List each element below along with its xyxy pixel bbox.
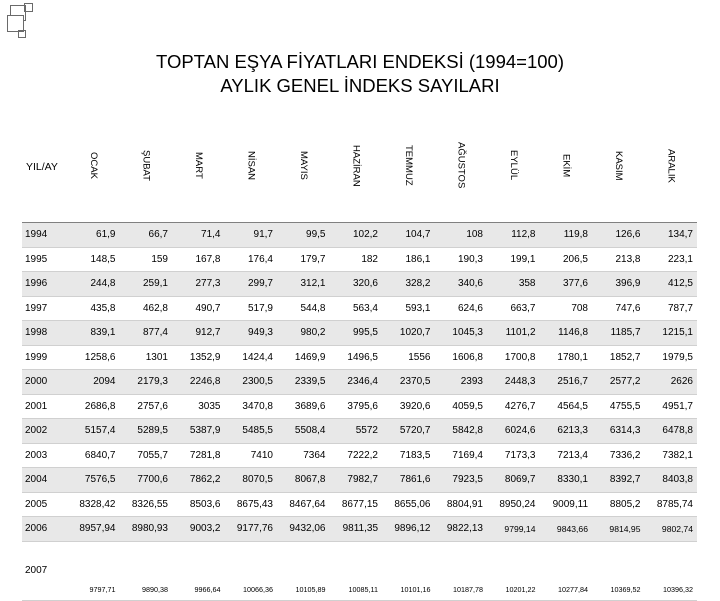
- table-body: [22, 223, 697, 601]
- month-header: EKİM: [540, 112, 593, 223]
- value-cell: 1556: [382, 345, 435, 370]
- table-row: [22, 443, 697, 468]
- value-cell: 206,5: [540, 247, 593, 272]
- value-cell: 2246,8: [172, 370, 225, 395]
- value-cell: 8503,6: [172, 492, 225, 517]
- value-cell: 119,8: [540, 223, 593, 248]
- value-cell: 7382,1: [645, 443, 698, 468]
- value-cell: 2577,2: [592, 370, 645, 395]
- value-cell: 244,8: [67, 272, 120, 297]
- value-cell: 104,7: [382, 223, 435, 248]
- value-cell: 563,4: [330, 296, 383, 321]
- value-cell: 8467,64: [277, 492, 330, 517]
- value-cell: 7336,2: [592, 443, 645, 468]
- year-cell: 2000: [22, 370, 67, 395]
- value-cell: 176,4: [225, 247, 278, 272]
- value-cell: 6478,8: [645, 419, 698, 444]
- value-cell: 8675,43: [225, 492, 278, 517]
- value-cell: 8957,94: [67, 517, 120, 542]
- value-cell: 2346,4: [330, 370, 383, 395]
- value-cell: 490,7: [172, 296, 225, 321]
- value-cell: 7862,2: [172, 468, 225, 493]
- value-cell: 9814,95: [592, 517, 645, 542]
- value-cell: 2448,3: [487, 370, 540, 395]
- value-cell: 7364: [277, 443, 330, 468]
- value-cell: 91,7: [225, 223, 278, 248]
- value-cell: 6213,3: [540, 419, 593, 444]
- value-cell: 624,6: [435, 296, 488, 321]
- table-row: [22, 272, 697, 297]
- value-cell: 2370,5: [382, 370, 435, 395]
- value-cell: 8328,42: [67, 492, 120, 517]
- value-cell: 8392,7: [592, 468, 645, 493]
- value-cell: 6024,6: [487, 419, 540, 444]
- value-cell: 7281,8: [172, 443, 225, 468]
- value-cell: 9009,11: [540, 492, 593, 517]
- value-cell: 7222,2: [330, 443, 383, 468]
- value-cell: 9890,38: [120, 541, 173, 600]
- value-cell: 312,1: [277, 272, 330, 297]
- value-cell: 9802,74: [645, 517, 698, 542]
- value-cell: 8069,7: [487, 468, 540, 493]
- value-cell: 99,5: [277, 223, 330, 248]
- value-cell: 2300,5: [225, 370, 278, 395]
- month-header: EYLÜL: [487, 112, 540, 223]
- table-row: [22, 541, 697, 600]
- value-cell: 108: [435, 223, 488, 248]
- month-header: OCAK: [67, 112, 120, 223]
- value-cell: 10277,84: [540, 541, 593, 600]
- value-cell: 7410: [225, 443, 278, 468]
- value-cell: 7183,5: [382, 443, 435, 468]
- value-cell: 9799,14: [487, 517, 540, 542]
- value-cell: 3795,6: [330, 394, 383, 419]
- page-title-line2: AYLIK GENEL İNDEKS SAYILARI: [220, 75, 500, 96]
- value-cell: 7700,6: [120, 468, 173, 493]
- month-header: ŞUBAT: [120, 112, 173, 223]
- table-row: [22, 492, 697, 517]
- value-cell: 167,8: [172, 247, 225, 272]
- value-cell: 10396,32: [645, 541, 698, 600]
- value-cell: 134,7: [645, 223, 698, 248]
- value-cell: 1258,6: [67, 345, 120, 370]
- month-header: HAZİRAN: [330, 112, 383, 223]
- value-cell: 199,1: [487, 247, 540, 272]
- value-cell: 9811,35: [330, 517, 383, 542]
- value-cell: 277,3: [172, 272, 225, 297]
- value-cell: 7055,7: [120, 443, 173, 468]
- value-cell: 2516,7: [540, 370, 593, 395]
- value-cell: 1215,1: [645, 321, 698, 346]
- value-cell: 5387,9: [172, 419, 225, 444]
- value-cell: 396,9: [592, 272, 645, 297]
- value-cell: 435,8: [67, 296, 120, 321]
- value-cell: 66,7: [120, 223, 173, 248]
- value-cell: 7173,3: [487, 443, 540, 468]
- value-cell: 412,5: [645, 272, 698, 297]
- value-cell: 10187,78: [435, 541, 488, 600]
- value-cell: 949,3: [225, 321, 278, 346]
- value-cell: 8805,2: [592, 492, 645, 517]
- table-row: [22, 345, 697, 370]
- value-cell: 112,8: [487, 223, 540, 248]
- value-cell: 3035: [172, 394, 225, 419]
- value-cell: 787,7: [645, 296, 698, 321]
- value-cell: 7169,4: [435, 443, 488, 468]
- decorative-square-small: [18, 30, 26, 38]
- value-cell: 213,8: [592, 247, 645, 272]
- value-cell: 9843,66: [540, 517, 593, 542]
- value-cell: 1101,2: [487, 321, 540, 346]
- value-cell: 839,1: [67, 321, 120, 346]
- table-row: [22, 468, 697, 493]
- value-cell: 10105,89: [277, 541, 330, 600]
- value-cell: 7213,4: [540, 443, 593, 468]
- value-cell: 1979,5: [645, 345, 698, 370]
- value-cell: 5485,5: [225, 419, 278, 444]
- decorative-square-small: [24, 3, 33, 12]
- value-cell: 8326,55: [120, 492, 173, 517]
- value-cell: 995,5: [330, 321, 383, 346]
- value-cell: 7923,5: [435, 468, 488, 493]
- value-cell: 708: [540, 296, 593, 321]
- value-cell: 9966,64: [172, 541, 225, 600]
- year-cell: 2001: [22, 394, 67, 419]
- value-cell: 1045,3: [435, 321, 488, 346]
- value-cell: 2393: [435, 370, 488, 395]
- value-cell: 320,6: [330, 272, 383, 297]
- year-cell: 2003: [22, 443, 67, 468]
- year-cell: 2007: [22, 541, 67, 600]
- year-cell: 2004: [22, 468, 67, 493]
- value-cell: 5720,7: [382, 419, 435, 444]
- month-header: MART: [172, 112, 225, 223]
- value-cell: 299,7: [225, 272, 278, 297]
- value-cell: 61,9: [67, 223, 120, 248]
- value-cell: 159: [120, 247, 173, 272]
- value-cell: 8950,24: [487, 492, 540, 517]
- table-row: [22, 296, 697, 321]
- value-cell: 3689,6: [277, 394, 330, 419]
- value-cell: 2757,6: [120, 394, 173, 419]
- year-cell: 2002: [22, 419, 67, 444]
- value-cell: 7576,5: [67, 468, 120, 493]
- value-cell: 223,1: [645, 247, 698, 272]
- month-header: TEMMUZ: [382, 112, 435, 223]
- value-cell: 4755,5: [592, 394, 645, 419]
- value-cell: 126,6: [592, 223, 645, 248]
- value-cell: 4276,7: [487, 394, 540, 419]
- value-cell: 9003,2: [172, 517, 225, 542]
- value-cell: 517,9: [225, 296, 278, 321]
- value-cell: 9822,13: [435, 517, 488, 542]
- value-cell: 2626: [645, 370, 698, 395]
- value-cell: 1020,7: [382, 321, 435, 346]
- index-table: [22, 112, 697, 601]
- value-cell: 6314,3: [592, 419, 645, 444]
- value-cell: 10201,22: [487, 541, 540, 600]
- table-row: [22, 223, 697, 248]
- value-cell: 7861,6: [382, 468, 435, 493]
- table-row: [22, 370, 697, 395]
- month-header: ARALIK: [645, 112, 698, 223]
- value-cell: 3920,6: [382, 394, 435, 419]
- value-cell: 9896,12: [382, 517, 435, 542]
- value-cell: 8330,1: [540, 468, 593, 493]
- value-cell: 9432,06: [277, 517, 330, 542]
- value-cell: 544,8: [277, 296, 330, 321]
- value-cell: 5289,5: [120, 419, 173, 444]
- value-cell: 3470,8: [225, 394, 278, 419]
- value-cell: 1469,9: [277, 345, 330, 370]
- value-cell: 8980,93: [120, 517, 173, 542]
- value-cell: 377,6: [540, 272, 593, 297]
- table-header: [22, 112, 697, 223]
- month-header: MAYIS: [277, 112, 330, 223]
- year-cell: 1995: [22, 247, 67, 272]
- value-cell: 1146,8: [540, 321, 593, 346]
- value-cell: 182: [330, 247, 383, 272]
- value-cell: 1424,4: [225, 345, 278, 370]
- value-cell: 5842,8: [435, 419, 488, 444]
- value-cell: 7982,7: [330, 468, 383, 493]
- table-row: [22, 321, 697, 346]
- table-row: [22, 394, 697, 419]
- value-cell: 1606,8: [435, 345, 488, 370]
- value-cell: 663,7: [487, 296, 540, 321]
- value-cell: 358: [487, 272, 540, 297]
- value-cell: 179,7: [277, 247, 330, 272]
- year-column-header: YIL/AY: [22, 112, 67, 223]
- value-cell: 8804,91: [435, 492, 488, 517]
- value-cell: 5157,4: [67, 419, 120, 444]
- value-cell: 4564,5: [540, 394, 593, 419]
- year-cell: 1994: [22, 223, 67, 248]
- value-cell: 1780,1: [540, 345, 593, 370]
- month-header: KASIM: [592, 112, 645, 223]
- value-cell: 1185,7: [592, 321, 645, 346]
- value-cell: 186,1: [382, 247, 435, 272]
- value-cell: 8403,8: [645, 468, 698, 493]
- value-cell: 328,2: [382, 272, 435, 297]
- value-cell: 8677,15: [330, 492, 383, 517]
- value-cell: 462,8: [120, 296, 173, 321]
- header-row: [22, 112, 697, 223]
- year-cell: 1998: [22, 321, 67, 346]
- value-cell: 190,3: [435, 247, 488, 272]
- value-cell: 593,1: [382, 296, 435, 321]
- table-row: [22, 419, 697, 444]
- value-cell: 102,2: [330, 223, 383, 248]
- value-cell: 1496,5: [330, 345, 383, 370]
- value-cell: 5572: [330, 419, 383, 444]
- value-cell: 877,4: [120, 321, 173, 346]
- value-cell: 10085,11: [330, 541, 383, 600]
- value-cell: 9797,71: [67, 541, 120, 600]
- value-cell: 10369,52: [592, 541, 645, 600]
- value-cell: 259,1: [120, 272, 173, 297]
- value-cell: 2686,8: [67, 394, 120, 419]
- year-cell: 1996: [22, 272, 67, 297]
- value-cell: 8785,74: [645, 492, 698, 517]
- year-cell: 2005: [22, 492, 67, 517]
- value-cell: 1301: [120, 345, 173, 370]
- value-cell: 5508,4: [277, 419, 330, 444]
- year-cell: 1999: [22, 345, 67, 370]
- month-header: AĞUSTOS: [435, 112, 488, 223]
- value-cell: 2179,3: [120, 370, 173, 395]
- value-cell: 71,4: [172, 223, 225, 248]
- page-title-line1: TOPTAN EŞYA FİYATLARI ENDEKSİ (1994=100): [155, 51, 564, 72]
- table-row: [22, 247, 697, 272]
- value-cell: 10066,36: [225, 541, 278, 600]
- value-cell: 9177,76: [225, 517, 278, 542]
- value-cell: 1352,9: [172, 345, 225, 370]
- value-cell: 10101,16: [382, 541, 435, 600]
- value-cell: 148,5: [67, 247, 120, 272]
- value-cell: 1852,7: [592, 345, 645, 370]
- value-cell: 6840,7: [67, 443, 120, 468]
- value-cell: 8070,5: [225, 468, 278, 493]
- month-header: NİSAN: [225, 112, 278, 223]
- table-row: [22, 517, 697, 542]
- value-cell: 2339,5: [277, 370, 330, 395]
- value-cell: 340,6: [435, 272, 488, 297]
- value-cell: 1700,8: [487, 345, 540, 370]
- value-cell: 4059,5: [435, 394, 488, 419]
- year-cell: 2006: [22, 517, 67, 542]
- value-cell: 4951,7: [645, 394, 698, 419]
- value-cell: 8067,8: [277, 468, 330, 493]
- value-cell: 980,2: [277, 321, 330, 346]
- value-cell: 2094: [67, 370, 120, 395]
- year-cell: 1997: [22, 296, 67, 321]
- value-cell: 8655,06: [382, 492, 435, 517]
- value-cell: 747,6: [592, 296, 645, 321]
- value-cell: 912,7: [172, 321, 225, 346]
